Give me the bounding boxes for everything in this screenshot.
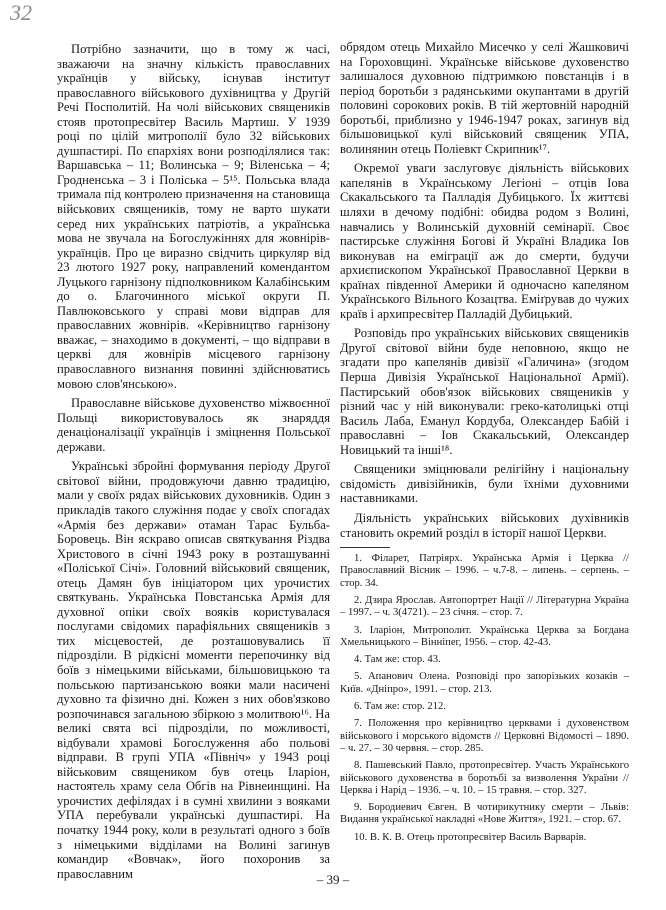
footnote-6: 6. Там же: стор. 212.	[354, 701, 446, 713]
right-paragraph-5: Діяльність українських військових духівників становить окремий розділ в історії нашої Церкви.	[340, 510, 629, 540]
footnote-3: 3. Іларіон, Митрополит. Українська Церква за Богдана Хмельницького – Вінніпег, 1956. – стор. 42-43.	[340, 624, 629, 648]
right-paragraph-4: Священики зміцнювали релігійну і національну свідомість дивізійників, були їхніми духовними наставниками.	[340, 462, 629, 506]
footnote-4: 4. Там же: стор. 43.	[354, 654, 441, 666]
left-paragraph-3: Українські збройні формування періоду Другої світової війни, продовжуючи давню традицію, мали у своїх рядах військових духовників. Один з прикладів такого служіння подає у своїх спогадах «Армія без держави» отаман Тарас Бульба-Боровець. Він яскраво описав святкування Різдва Христового в січні 1943 року в розташуванні «Поліської Січі». Головний військовий священик, отець Дамян був ініціатором цих урочистих святкувань. Українська Повстанська Армія для духовної опіки своїх вояків користувалася послугами свідомих парафіяльних священиків з тих місцевостей, де розташовувались її підрозділи. В рідкісні моменти перепочинку від боїв з німецькими військами, більшовицькою та польською партизанською вояки мали насичені духовно та фізично дні. Кожен з них обов'язково розпочинався загальною збіркою з молитвою¹⁶. На великі свята всі підрозділи, по можливості, відбували храмові Богослуження або польові відправи. В групі УПА «Північ» у 1943 році військовим священиком був отець Іларіон, настоятель храму села Обгів на Рівнеинщині. На урочистих дефілядах і в сумні хвилини з вояками УПА перебували українські душпастирі. На початку 1944 року, коли в результаті одного з боїв з німецькими відділами на Волині загинув командир «Вовчак», його похоронив за православним	[57, 459, 330, 881]
right-paragraph-2: Окремої уваги заслуговує діяльність військових капелянів в Українському Легіоні – отців Іова Скакальського та Палладія Дубицького. Їх життєві шляхи в дечому подібні: обидва родом з Волині, навчались у Волинській духовній семінарії. Своє пастирське служіння Богові й Україні Владика Іов виконував на еміграції аж до смерти, будучи архиєпископом Української Православної Церкви в країнах південної Америки й одночасно капеляном Українського Вільного Козацтва. Еміґрував до чужих країв і архипресвітер Палладій Дубицький.	[340, 161, 629, 321]
footnote-7: 7. Положення про керівництво церквами і духовенством військового і морського відомств // Церковні Відомості – 1890. – ч. 27. – 30 червня. – стор. 285.	[340, 718, 629, 754]
handwritten-page-mark: 32	[10, 0, 32, 25]
footnote-10: 10. В. К. В. Отець протопресвітер Василь Варварів.	[354, 831, 587, 843]
right-column	[340, 40, 629, 849]
footnotes	[340, 553, 629, 844]
footnote-1: 1. Філарет, Патріярх. Українська Армія і Церква // Православний Вісник – 1996. – ч.7-8. – липень. – серпень. – стор. 34.	[340, 553, 629, 589]
footnote-5: 5. Апанович Олена. Розповіді про запорізьких козаків – Київ. «Дніпро», 1991. – стор. 213.	[340, 671, 629, 695]
footnote-8: 8. Пашевський Павло, протопресвітер. Участь Українського військового духовенства в боротьбі за визволення України // Церква і Нарід – 1936. – ч. 10. – 15 травня. – стор. 327.	[340, 760, 629, 796]
footnote-9: 9. Бородиевич Євген. В чотирикутнику смерти – Львів: Видання української накладні «Нове Життя», 1921. – стор. 67.	[340, 802, 629, 826]
right-paragraph-1: обрядом отець Михайло Мисечко у селі Жашковичі на Гороховщині. Українське військове духовенство залишалося духовною підтримкою повстанців і в період боротьби з радянськими окупантами в другій половині сорокових років. В тій жертовній народній боротьбі, приблизно у 1946-1947 роках, загинув від більшовицької кулі військовий священик УПА, волинянин отець Поліевкт Скрипник¹⁷.	[340, 40, 629, 156]
left-paragraph-1: Потрібно зазначити, що в тому ж часі, зважаючи на значну кількість православних українців у війську, існував інститут православного військового духівництва у Другій Речі Посполитій. На чолі військових священиків стояв протопресвітер Василь Мартиш. У 1939 році по цілій митрополії було 32 військових душпастирі. По єпархіях вони розподілялися так: Варшавська – 11; Волинська – 9; Віленська – 4; Гродненська – 3 і Поліська – 5¹⁵. Польська влада тримала під контролею призначення на становища військових священиків, тому не варто шукати серед них українських патріотів, а українська мова не звучала на Богослужіннях для жовнірів-українців. Про це виразно свідчить циркуляр від 23 лютого 1927 року, направлений комендантом Луцького гарнізону підполковником Калабінським до о. Благочинного міської округи П. Павлюковського у справі мови відправ для православних жовнірів. «Керівництво гарнізону вважає, – знаходимо в документі, – що відправи в церкві для жовнірів місцевого гарнізону православного визнання повинні здійснюватись мовою слов'янською».	[57, 42, 330, 391]
left-column	[57, 42, 330, 886]
right-paragraph-3: Розповідь про українських військових священиків Другої світової війни буде неповною, якщо не згадати про капелянів дивізії «Галичина» (згодом Перша Дивізія Української Національної Армії). Пастирський обов'язок військових священиків у різний час у ній виконували: греко-католицькі отці Василь Лаба, Еманул Кордуба, Олександер Бабій і православні – Іов Скакальський, Олександер Новицький та інші¹⁸.	[340, 326, 629, 457]
footnote-divider	[340, 547, 390, 548]
footnote-2: 2. Дзира Ярослав. Автопортрет Нації // Літературна Україна – 1997. – ч. 3(4721). – 23 січня. – стор. 7.	[340, 594, 629, 619]
page-number: – 39 –	[316, 872, 350, 887]
left-paragraph-2: Православне військове духовенство міжвоєнної Польщі використовувалось як знаряддя денаціоналізації українців і зміцнення Польської держави.	[57, 396, 330, 454]
